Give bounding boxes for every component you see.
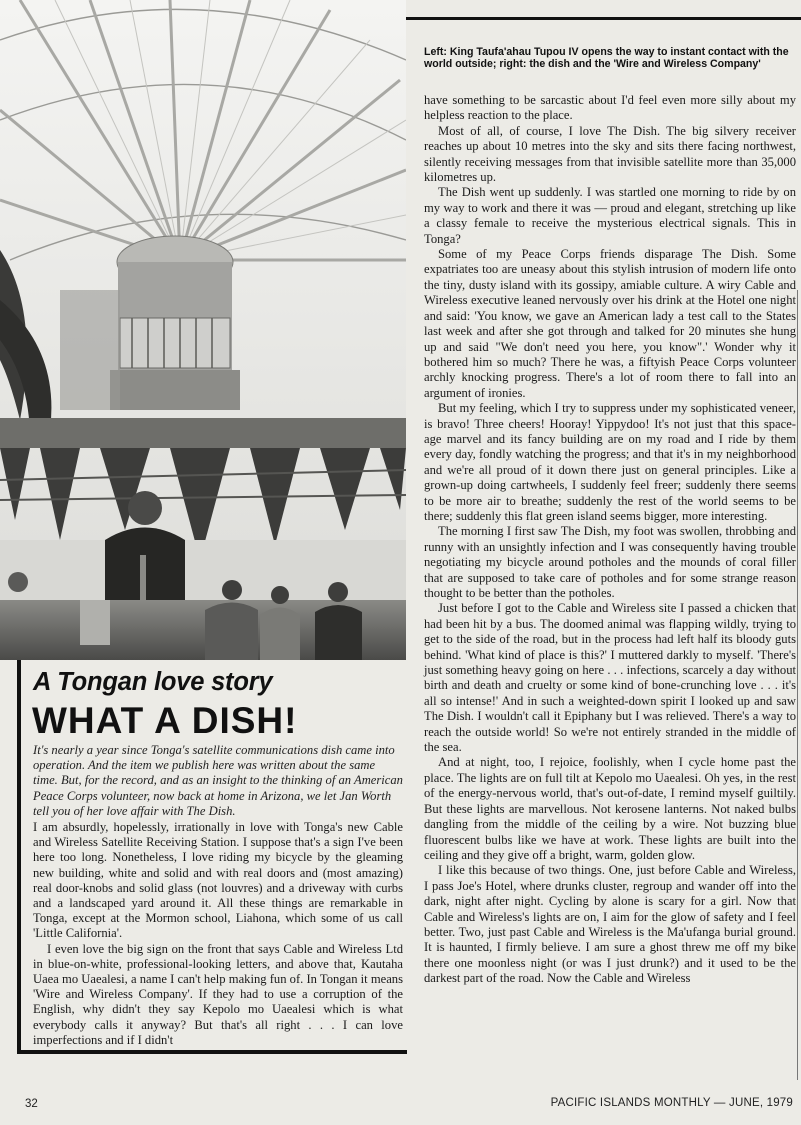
paragraph: I even love the big sign on the front that says Cable and Wireless Ltd in blue-on-white, professional-looking letters, and above that, Kautaha Uaea mo Uaealesi, a name I can't help making fun of. In Tongan it means 'Wire and Wireless Company'. If they had to use a corruption of the English, why didn't they say Kepolo mo Uaealesi which is what everybody calls it anyway? But that's all right . . . I can love imperfections and if I didn't bbox=[33, 941, 403, 1047]
paragraph: Some of my Peace Corps friends disparage The Dish. Some expatriates too are uneasy about this stylish intrusion of modern life onto the tiny, dusty island with its gossipy, amiable culture. A wiry Cable and Wireless executive leaned nervously over his drink at the Hotel one night and said: 'You know, we gave an American lady a test call to the States last week and after she got through and talked for 20 minutes she hung up and said "We don't need you here, you know".' Wonder why it bothered him so much? There he was, a fiftyish Peace Corps volunteer archly knocking progress. There's a lot of room there to fall into an argument of ironies. bbox=[424, 247, 796, 400]
publication-footer: PACIFIC ISLANDS MONTHLY — JUNE, 1979 bbox=[550, 1097, 793, 1109]
body-column-left bbox=[33, 820, 403, 1048]
body-column-right bbox=[424, 93, 796, 987]
article-intro: It's nearly a year since Tonga's satellite communications dish came into operation. And the item we publish here was written about the same time. But, for the record, and as an insight to the thinking of an American Peace Corps volunteer, now back at home in Arizona, we let Jan Worth tell you of her love affair with The Dish. bbox=[33, 743, 403, 818]
article-title: WHAT A DISH! bbox=[32, 700, 298, 741]
paragraph: I am absurdly, hopelessly, irrationally in love with Tonga's new Cable and Wireless Satellite Receiving Station. I suppose that's a sign I've been here too long. Nonetheless, I love riding my bicycle by the gleaming new building, white and solid and with real doors and (most amazing) real door-knobs and solid glass (not louvres) and a driveway with curbs and a landscaped yard around it. All these things are remarkable in Tonga, except at the Mormon school, Liahona, which some of us call 'Little California'. bbox=[33, 820, 403, 941]
paragraph: But my feeling, which I try to suppress under my sophisticated veneer, is bravo! Three cheers! Hooray! Yippydoo! It's not just that this space-age marvel and its fancy building are on my road and I ride by them every day, fondly watching the progress; and that it's in my neighborhood and we're all proud of it down there just on general principles. Like a grown-up doing cartwheels, I suddenly feel freer; suddenly there seems to be more air to breathe; suddenly the rest of the world seems to be there; suddenly this flat green island seems bigger, more interesting. bbox=[424, 401, 796, 523]
paragraph: I like this because of two things. One, just before Cable and Wireless, I pass Joe's Hotel, where drunks cluster, regroup and wander off into the dark, night after night. Cycling by alone is scary for a girl. Now that Cable and Wireless's lights are on, I aim for the glow of safety and I feel better. Two, just past Cable and Wireless is the Ma'ufanga burial ground. It is haunted, I firmly believe. I am sure a ghost threw me off my bike there one moonless night (or was I just drunk?) and it used to be the darkest part of the road. Now the Cable and Wireless bbox=[424, 863, 796, 986]
top-rule bbox=[406, 17, 801, 20]
paragraph: Just before I got to the Cable and Wireless site I passed a chicken that had been hit by a bus. The doomed animal was flapping wildly, trying to get to the side of the road, but in the process had left half its bloody guts behind. 'What kind of place is this?' I muttered darkly to myself. 'There's just something heavy going on here . . . infections, scarcely a day without birth and death and cruelty or some kind of bone-crunching love . . . it's all so intense!' And in such a weighted-down spirit I looked up and saw The Dish. I wouldn't call it Epiphany but I was relieved. There's a way to reach the outside world! So we're not entirely stranded in the middle of the sea. bbox=[424, 601, 796, 755]
photo-caption: Left: King Taufa'ahau Tupou IV opens the way to instant contact with the world outside; right: the dish and the 'Wire and Wireless Company' bbox=[424, 46, 789, 70]
paragraph: Most of all, of course, I love The Dish. The big silvery receiver reaches up about 10 metres into the sky and sits there facing northwest, silently receiving messages from that invisible satellite more than 35,000 kilometres up. bbox=[424, 123, 796, 185]
paragraph: The Dish went up suddenly. I was startled one morning to ride by on my way to work and there it was — proud and elegant, stretching up like a classy female to receive the mysterious electrical signals. This in Tonga? bbox=[424, 185, 796, 246]
article-kicker: A Tongan love story bbox=[33, 668, 273, 696]
paragraph: have something to be sarcastic about I'd feel even more silly about my helpless reaction to the place. bbox=[424, 93, 796, 123]
paragraph: And at night, too, I rejoice, foolishly, when I cycle home past the place. The lights are on full tilt at Kepolo mo Uaealesi. Oh yes, in the rest of the energy-nervous world, that's out-of-date, I remind myself guiltily. But these lights are marvellous. Not kerosene lanterns. Not naked bulbs dangling from the middle of the ceiling by a wire. Not buzzing blue fluorescent bulbs like we have at work. These lights are built into the ceiling and they give off a bright, warm, golden glow. bbox=[424, 755, 796, 862]
page-number: 32 bbox=[25, 1098, 38, 1110]
column-rule bbox=[797, 290, 798, 1080]
photo-dish-opening bbox=[0, 0, 406, 660]
paragraph: The morning I first saw The Dish, my foot was swollen, throbbing and runny with an unsightly infection and I was consequently having trouble negotiating my bicycle around potholes and the mounds of coral filler that are supposed to take care of potholes and for some strange reason thought to be better than the potholes. bbox=[424, 524, 796, 600]
